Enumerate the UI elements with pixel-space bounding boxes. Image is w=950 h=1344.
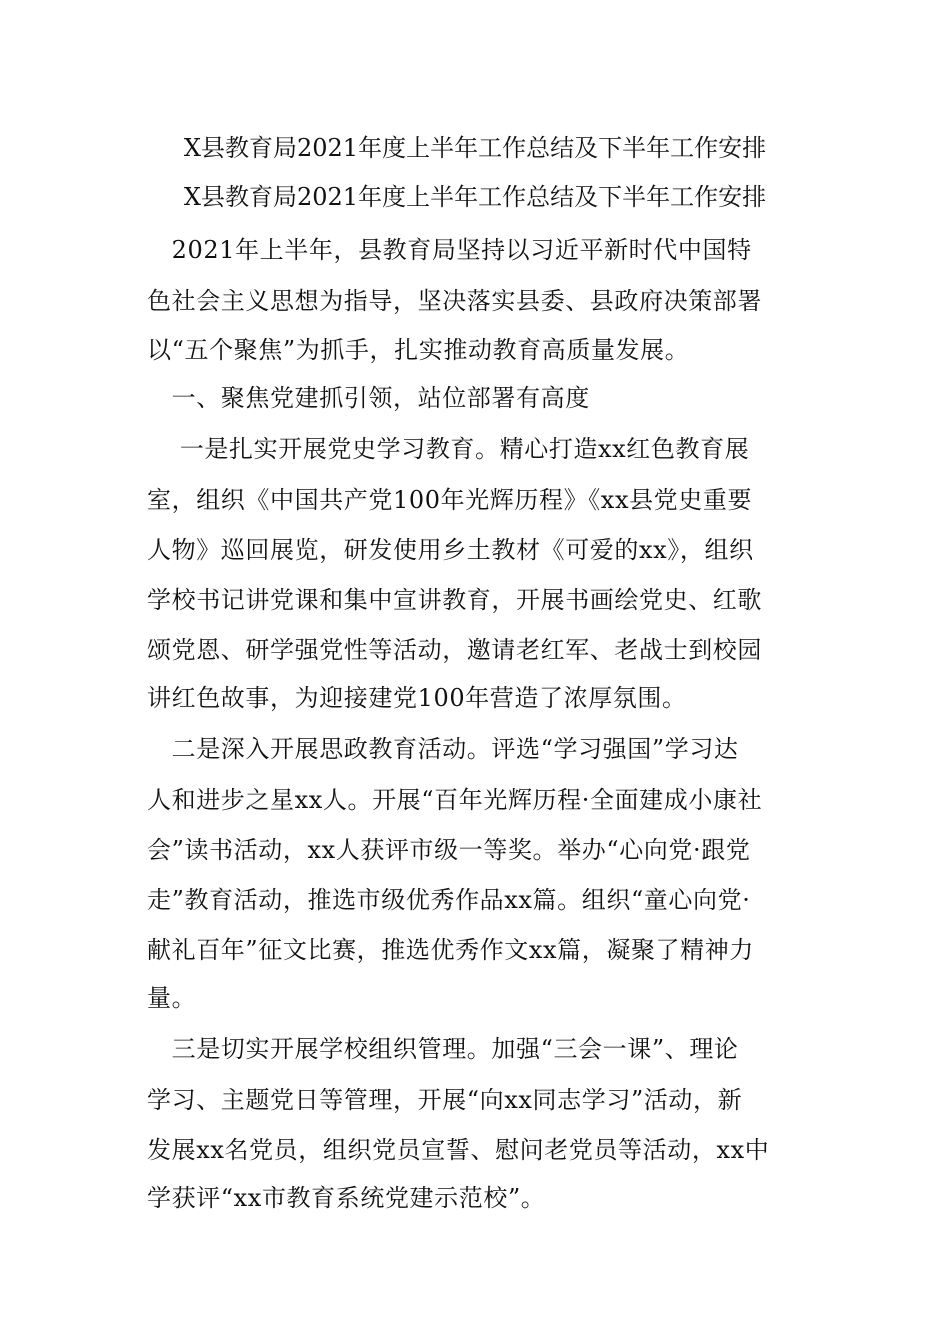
paragraph-line: 走”教育活动，推选市级优秀作品xx篇。组织“童心向党· xyxy=(147,886,751,914)
paragraph-line: 讲红色故事，为迎接建党100年营造了浓厚氛围。 xyxy=(147,684,687,712)
document-subtitle: X县教育局2021年度上半年工作总结及下半年工作安排 xyxy=(183,183,767,211)
paragraph-line: 色社会主义思想为指导，坚决落实县委、县政府决策部署 xyxy=(147,287,762,315)
paragraph-line: 发展xx名党员，组织党员宣誓、慰问老党员等活动，xx中 xyxy=(147,1136,770,1164)
section-heading: 一、聚焦党建抓引领，站位部署有高度 xyxy=(147,384,590,412)
paragraph-line: 学习、主题党日等管理，开展“向xx同志学习”活动，新 xyxy=(147,1086,743,1114)
paragraph-line: 学校书记讲党课和集中宣讲教育，开展书画绘党史、红歌 xyxy=(147,586,762,614)
paragraph-line: 量。 xyxy=(147,984,197,1012)
paragraph-line: 人物》巡回展览，研发使用乡土教材《可爱的xx》，组织 xyxy=(147,536,754,564)
paragraph-line: 二是深入开展思政教育活动。评选“学习强国”学习达 xyxy=(147,735,739,763)
paragraph-line: 会”读书活动，xx人获评市级一等奖。举办“心向党·跟党 xyxy=(147,836,751,864)
paragraph-line: 三是切实开展学校组织管理。加强“三会一课”、理论 xyxy=(147,1035,739,1063)
paragraph-line: 颂党恩、研学强党性等活动，邀请老红军、老战士到校园 xyxy=(147,636,762,664)
paragraph-line: 一是扎实开展党史学习教育。精心打造xx红色教育展 xyxy=(147,435,750,463)
paragraph-line: 室，组织《中国共产党100年光辉历程》《xx县党史重要 xyxy=(147,486,753,514)
paragraph-line: 以“五个聚焦”为抓手，扎实推动教育高质量发展。 xyxy=(147,336,690,364)
paragraph-line: 学获评“xx市教育系统党建示范校”。 xyxy=(147,1184,546,1212)
paragraph-line: 献礼百年”征文比赛，推选优秀作文xx篇，凝聚了精神力 xyxy=(147,936,754,964)
paragraph-line: 人和进步之星xx人。开展“百年光辉历程·全面建成小康社 xyxy=(147,786,763,814)
paragraph-line: 2021年上半年，县教育局坚持以习近平新时代中国特 xyxy=(147,236,752,264)
document-title: X县教育局2021年度上半年工作总结及下半年工作安排 xyxy=(183,134,767,162)
